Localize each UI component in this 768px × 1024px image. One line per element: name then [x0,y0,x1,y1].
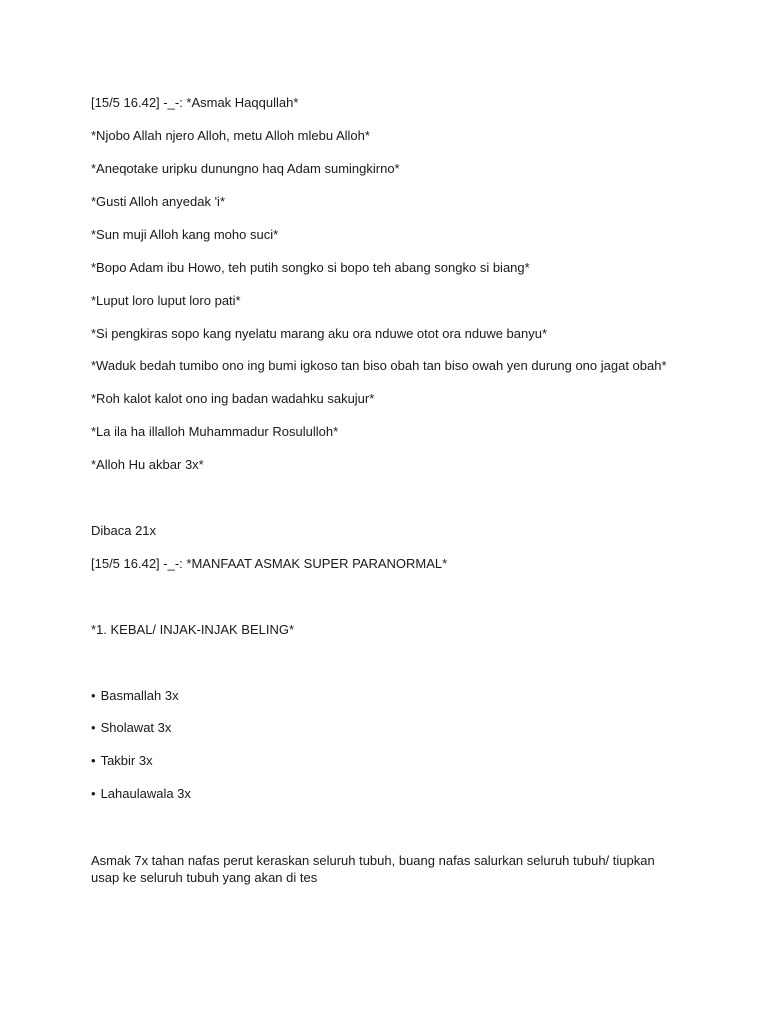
section-heading-kebal: *1. KEBAL/ INJAK-INJAK BELING* [91,622,295,637]
closing-paragraph: Asmak 7x tahan nafas perut keraskan seluruh tubuh, buang nafas salurkan seluruh tubuh/ tiupkan usap ke seluruh tubuh yang akan di tes [91,853,655,885]
text-line: *Sun muji Alloh kang moho suci* [91,227,279,242]
text-line: *Aneqotake uripku dunungno haq Adam sumingkirno* [91,161,400,176]
text-line: *Njobo Allah njero Alloh, metu Alloh mlebu Alloh* [91,128,370,143]
text-line: *Luput loro luput loro pati* [91,293,241,308]
text-line: *Waduk bedah tumibo ono ing bumi igkoso tan biso obah tan biso owah yen durung ono jagat obah* [91,358,667,373]
chat-header-asmak-haqqullah: [15/5 16.42] -_-: *Asmak Haqqullah* [91,95,299,110]
list-item: • Lahaulawala 3x [91,785,191,802]
chat-header-manfaat: [15/5 16.42] -_-: *MANFAAT ASMAK SUPER PARANORMAL* [91,556,448,571]
read-count-note: Dibaca 21x [91,523,157,538]
text-line: *Si pengkiras sopo kang nyelatu marang aku ora nduwe otot ora nduwe banyu* [91,326,548,341]
list-item: • Sholawat 3x [91,719,171,736]
text-line: *Roh kalot kalot ono ing badan wadahku sakujur* [91,391,375,406]
text-line: *La ila ha illalloh Muhammadur Rosululloh* [91,424,339,439]
text-line: *Bopo Adam ibu Howo, teh putih songko si bopo teh abang songko si biang* [91,260,530,275]
list-item: • Basmallah 3x [91,687,179,704]
list-item: • Takbir 3x [91,752,153,769]
text-line: *Alloh Hu akbar 3x* [91,457,204,472]
text-line: *Gusti Alloh anyedak 'i* [91,194,226,209]
